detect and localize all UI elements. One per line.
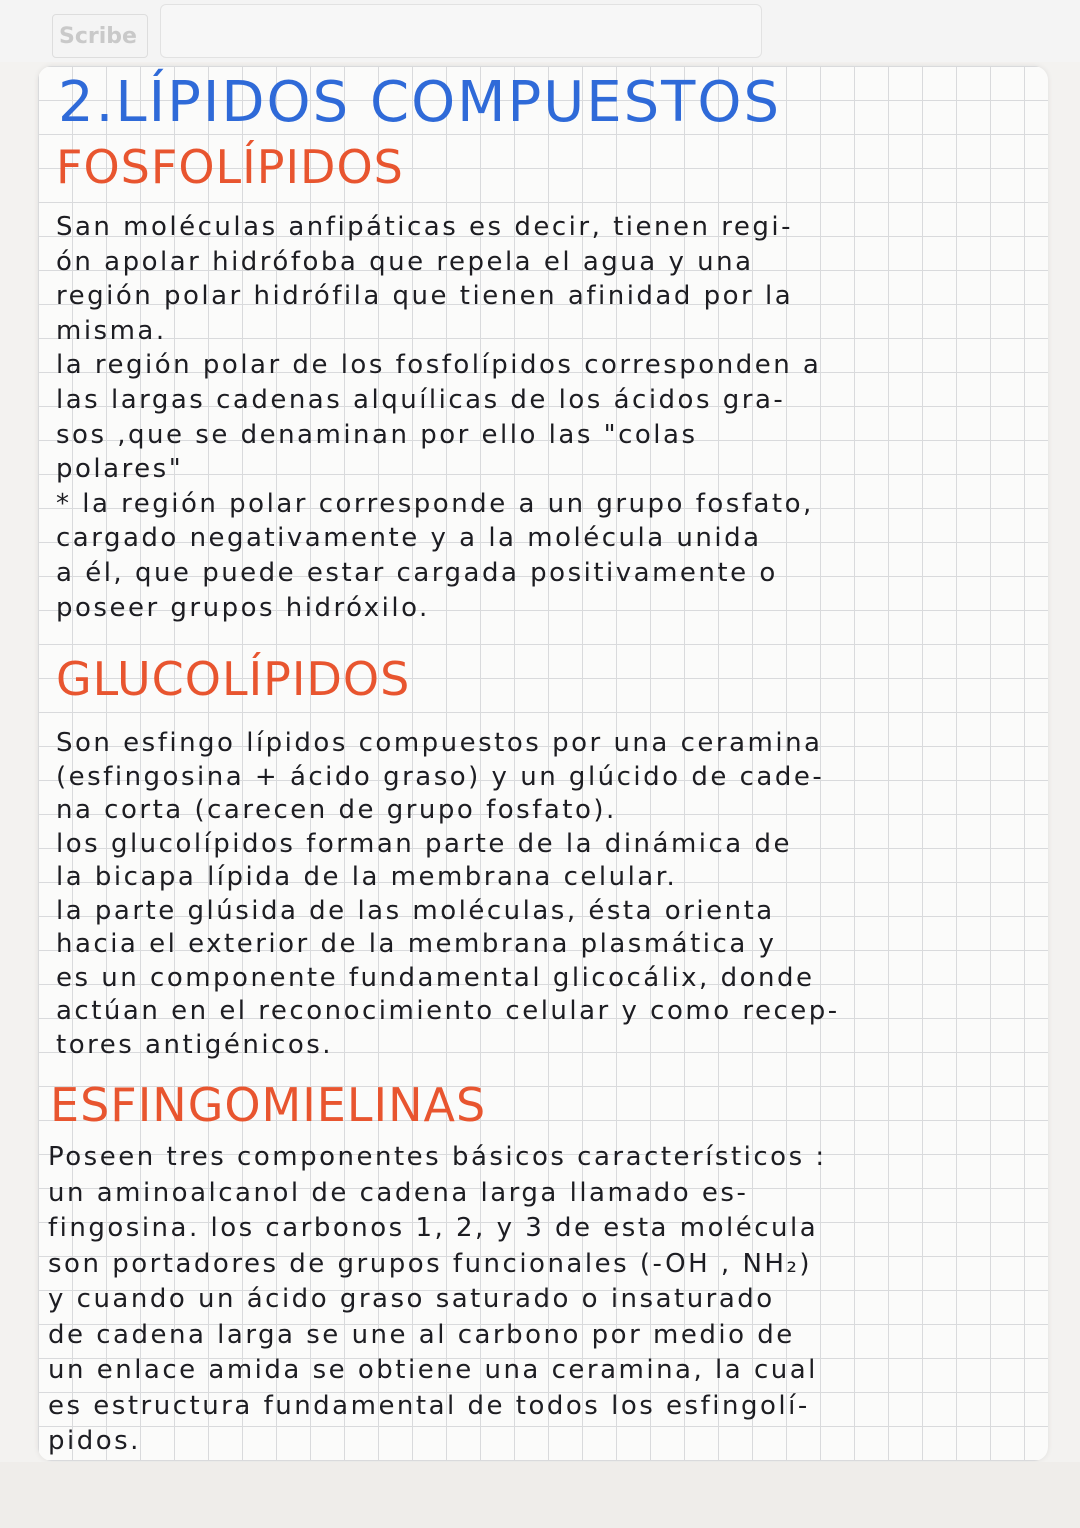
text-line: misma. (56, 315, 167, 346)
text-line: polares" (56, 454, 184, 485)
scribe-watermark: Scribe (52, 14, 148, 58)
text-line: la parte glúsida de las moléculas, ésta orienta (56, 895, 775, 926)
text-line: fingosina. los carbonos 1, 2, y 3 de esta molécula (48, 1213, 819, 1243)
text-line: la región polar de los fosfolípidos corresponden a (56, 350, 822, 381)
text-line: un enlace amida se obtiene una ceramina, la cual (48, 1355, 818, 1385)
section-esfingomielinas-body (48, 1140, 1028, 1460)
text-line: un aminoalcanol de cadena larga llamado es- (48, 1177, 749, 1208)
page-bottom-background (0, 1462, 1080, 1528)
text-line: es un componente fundamental glicocálix, donde (56, 962, 815, 993)
text-line: a él, que puede estar cargada positivamente o (56, 557, 778, 588)
text-line: tores antigénicos. (56, 1029, 334, 1060)
text-line: actúan en el reconocimiento celular y como recep- (56, 996, 840, 1026)
text-line: sos ,que se denaminan por ello las "colas (56, 419, 698, 450)
header-box (160, 4, 762, 58)
text-line: es estructura fundamental de todos los esfingolí- (48, 1390, 810, 1421)
text-line: Poseen tres componentes básicos característicos : (48, 1142, 827, 1172)
text-line: las largas cadenas alquílicas de los ácidos gra- (56, 384, 786, 415)
top-bar (0, 0, 1080, 62)
heading-fosfolipidos: FOSFOLÍPIDOS (56, 140, 404, 194)
text-line: San moléculas anfipáticas es decir, tienen regi- (56, 212, 793, 242)
text-line: son portadores de grupos funcionales (-OH , NH₂) (48, 1248, 813, 1279)
section-fosfolipidos-body (56, 210, 1036, 625)
heading-glucolipidos: GLUCOLÍPIDOS (56, 652, 411, 706)
section-glucolipidos-body (56, 727, 1036, 1062)
text-line: * la región polar corresponde a un grupo fosfato, (56, 488, 814, 519)
text-line: hacia el exterior de la membrana plasmática y (56, 929, 777, 959)
text-line: la bicapa lípida de la membrana celular. (56, 862, 678, 892)
text-line: poseer grupos hidróxilo. (56, 592, 430, 623)
text-line: cargado negativamente y a la molécula unida (56, 523, 762, 554)
text-line: na corta (carecen de grupo fosfato). (56, 795, 617, 825)
heading-esfingomielinas: ESFINGOMIELINAS (50, 1078, 487, 1132)
text-line: región polar hidrófila que tienen afinidad por la (56, 281, 794, 312)
text-line: (esfingosina + ácido graso) y un glúcido de cade- (56, 761, 825, 792)
text-line: ón apolar hidrófoba que repela el agua y una (56, 246, 754, 277)
text-line: de cadena larga se une al carbono por medio de (48, 1319, 795, 1350)
text-line: y cuando un ácido graso saturado o insaturado (48, 1284, 775, 1314)
page-title: 2.LÍPIDOS COMPUESTOS (58, 70, 781, 135)
text-line: pidos. (48, 1426, 141, 1456)
text-line: Son esfingo lípidos compuestos por una ceramina (56, 728, 823, 758)
text-line: los glucolípidos forman parte de la dinámica de (56, 828, 792, 859)
